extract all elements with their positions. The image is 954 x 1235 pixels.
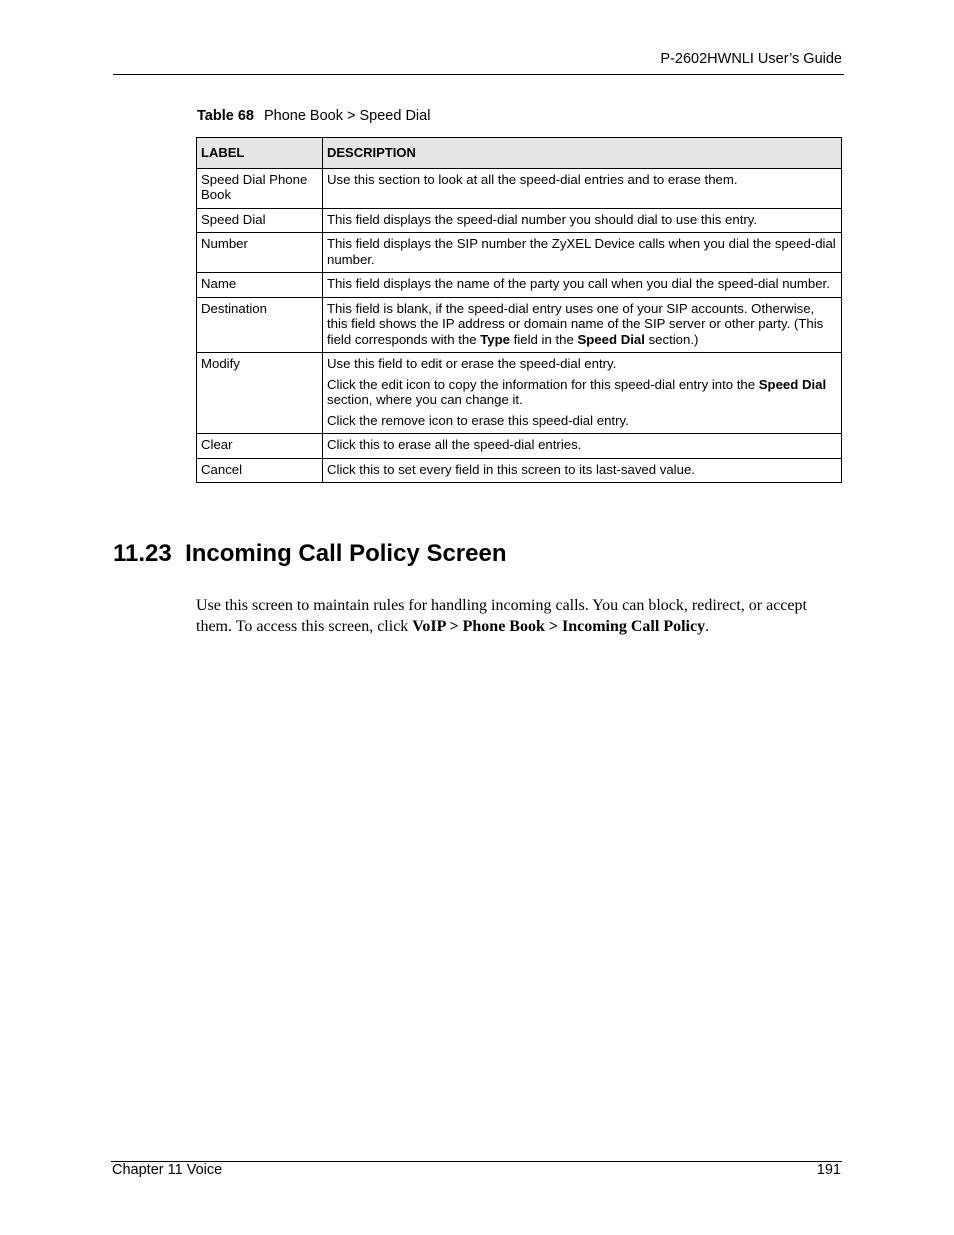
desc-bold-speed-dial: Speed Dial (577, 331, 645, 347)
table-caption-label: Table 68 (197, 108, 254, 124)
table-row (197, 233, 842, 273)
body-paragraph (196, 596, 846, 637)
row-label: Cancel (197, 458, 323, 483)
row-description: Click this to erase all the speed-dial entries. (323, 434, 842, 459)
row-label: Speed Dial Phone Book (197, 168, 323, 208)
row-label: Clear (197, 434, 323, 459)
row-description (323, 297, 842, 353)
table-caption-text: Phone Book > Speed Dial (263, 108, 431, 124)
table-row (197, 434, 842, 459)
desc-paragraph (327, 377, 837, 408)
table-row (197, 168, 842, 208)
desc-bold-type: Type (480, 331, 511, 347)
page-number: 191 (816, 1162, 841, 1178)
row-description: This field displays the SIP number the ZyXEL Device calls when you dial the speed-dial number. (323, 233, 842, 273)
row-label: Modify (197, 353, 323, 434)
table-row (197, 273, 842, 298)
row-description (323, 353, 842, 434)
row-description: Click this to set every field in this screen to its last-saved value. (323, 458, 842, 483)
desc-text: section, where you can change it. (327, 392, 523, 407)
footer-chapter: Chapter 11 Voice (112, 1162, 223, 1178)
desc-paragraph: Click the remove icon to erase this speed-dial entry. (327, 412, 629, 428)
table-row (197, 458, 842, 483)
row-label: Number (197, 233, 323, 273)
header-title: P-2602HWNLI User’s Guide (660, 51, 842, 67)
row-description: This field displays the speed-dial number you should dial to use this entry. (323, 208, 842, 233)
para-text: . (705, 617, 710, 635)
row-label: Name (197, 273, 323, 298)
table-caption (197, 108, 430, 124)
table-header-row (197, 138, 842, 169)
desc-text: This field is blank, if the speed-dial entry uses one of your SIP accounts. Otherwise, this field shows the IP address or domain name of the SIP server or other party. (This field corresponds with the (327, 300, 824, 347)
menu-path: VoIP > Phone Book > Incoming Call Policy (412, 617, 706, 635)
desc-text: field in the (510, 331, 578, 347)
row-description: Use this section to look at all the speed-dial entries and to erase them. (323, 168, 842, 208)
column-header-label: LABEL (197, 138, 323, 169)
speed-dial-table (196, 137, 842, 483)
section-heading: 11.23 Incoming Call Policy Screen (113, 540, 507, 567)
row-description: This field displays the name of the party you call when you dial the speed-dial number. (323, 273, 842, 298)
row-label: Destination (197, 297, 323, 353)
desc-paragraph: Use this field to edit or erase the speed-dial entry. (327, 356, 617, 371)
desc-text: section.) (644, 331, 699, 347)
table-row (197, 208, 842, 233)
table-row (197, 353, 842, 434)
column-header-description: DESCRIPTION (323, 138, 842, 169)
row-label: Speed Dial (197, 208, 323, 233)
para-text: Use this screen to maintain rules for handling incoming calls. You can block, redirect, or accept them. To access this screen, click (196, 597, 807, 635)
table-row (197, 297, 842, 353)
header-rule (113, 74, 844, 75)
desc-text: Click the edit icon to copy the information for this speed-dial entry into the (327, 376, 759, 392)
desc-bold-speed-dial: Speed Dial (758, 376, 827, 392)
